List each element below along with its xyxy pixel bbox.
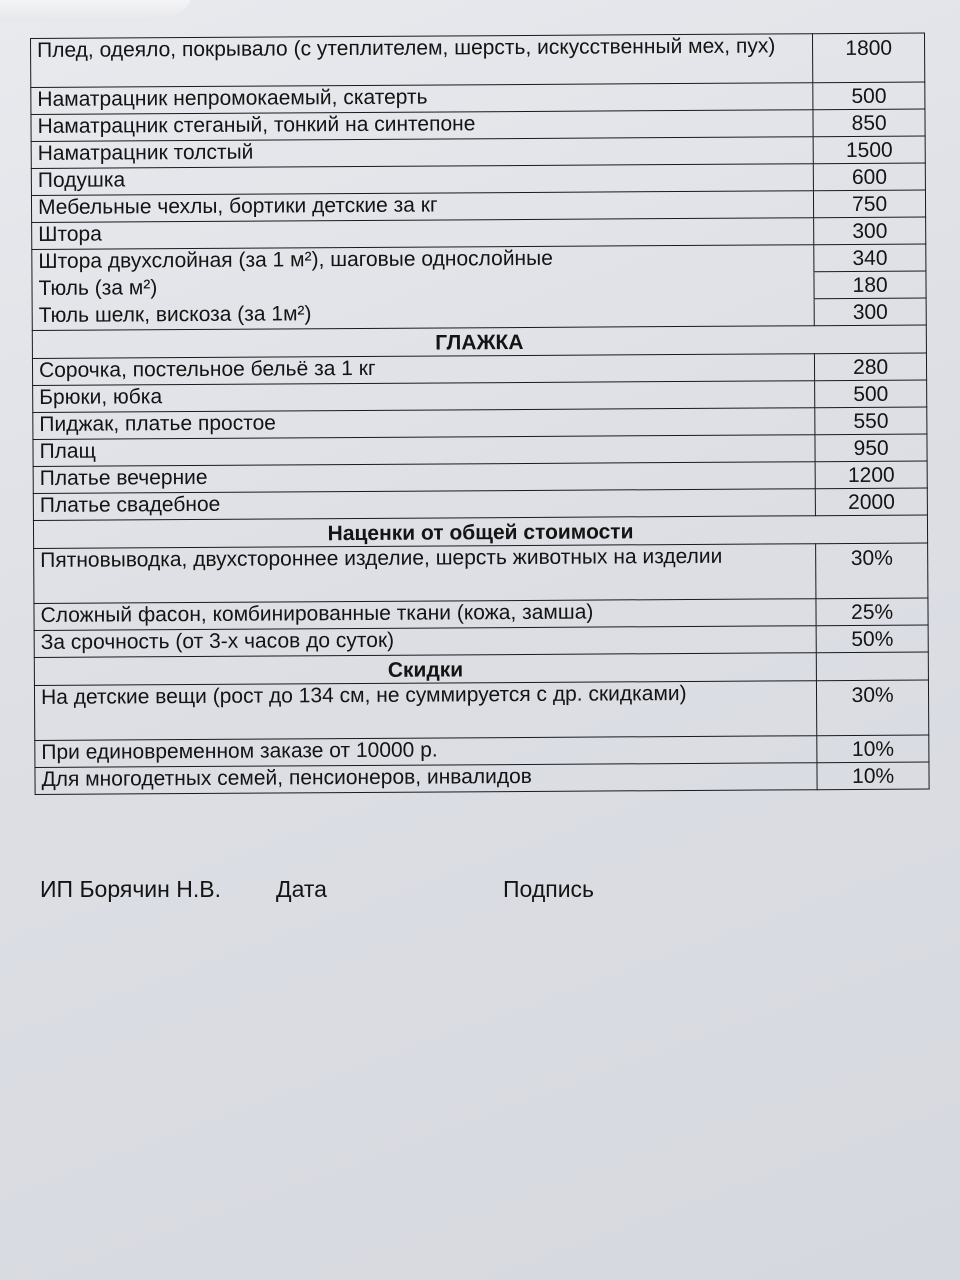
service-price: 1500 — [813, 136, 925, 164]
service-price: 25% — [816, 598, 928, 626]
service-name: На детские вещи (рост до 134 см, не суммируется с др. скидками) — [34, 681, 817, 741]
ip-name: ИП Борячин Н.В. — [40, 876, 221, 902]
paper-fold — [0, 0, 190, 22]
service-price: 30% — [816, 543, 928, 599]
service-name: Сложный фасон, комбинированные ткани (кожа, замша) — [34, 599, 816, 631]
service-price: 750 — [814, 190, 926, 218]
service-price: 600 — [814, 163, 926, 191]
service-name: Тюль (за м²) — [32, 272, 814, 304]
service-price: 500 — [815, 380, 927, 408]
service-price: 500 — [813, 82, 925, 110]
service-name: Штора двухслойная (за 1 м²), шаговые однослойные — [32, 245, 814, 277]
date-label: Дата — [276, 876, 327, 902]
service-name: Наматрацник толстый — [31, 137, 813, 169]
service-name: Штора — [32, 218, 814, 250]
table-row — [34, 543, 928, 603]
service-name: Брюки, юбка — [33, 381, 815, 413]
service-name: За срочность (от 3-х часов до суток) — [34, 626, 816, 658]
section-title: Скидки — [34, 653, 816, 686]
service-price: 180 — [814, 271, 926, 299]
service-name: Плащ — [33, 435, 815, 467]
service-price: 280 — [815, 353, 927, 381]
service-price: 850 — [813, 109, 925, 137]
service-price: 950 — [815, 434, 927, 462]
service-price: 1200 — [815, 461, 927, 489]
service-name: Пиджак, платье простое — [33, 408, 815, 440]
service-price: 50% — [816, 625, 928, 653]
signature-line — [40, 876, 740, 906]
table-row — [34, 680, 928, 740]
price-table — [30, 33, 930, 795]
service-price: 2000 — [816, 488, 928, 516]
service-name: Платье вечерние — [33, 462, 815, 494]
service-name: Платье свадебное — [33, 489, 815, 521]
service-price: 300 — [814, 298, 926, 326]
service-name: Тюль шелк, вискоза (за 1м²) — [32, 299, 814, 331]
service-price: 340 — [814, 244, 926, 272]
service-price: 10% — [817, 735, 929, 763]
service-name: Мебельные чехлы, бортики детские за кг — [31, 191, 813, 223]
price-list-sheet — [30, 33, 930, 795]
service-name: Сорочка, постельное бельё за 1 кг — [32, 354, 814, 386]
service-name: Подушка — [31, 164, 813, 196]
service-name: Наматрацник непромокаемый, скатерть — [31, 83, 813, 115]
service-price: 1800 — [813, 33, 925, 83]
signature-label: Подпись — [503, 876, 595, 902]
section-title: Наценки от общей стоимости — [33, 515, 927, 548]
section-empty-cell — [817, 652, 929, 681]
service-price: 30% — [817, 680, 929, 736]
service-price: 10% — [817, 762, 929, 790]
service-price: 550 — [815, 407, 927, 435]
service-name: Пятновыводка, двухстороннее изделие, шерсть животных на изделии — [34, 544, 817, 604]
table-row — [31, 33, 925, 87]
section-title: ГЛАЖКА — [32, 325, 926, 358]
table-row — [35, 762, 929, 794]
service-name: Плед, одеяло, покрывало (с утеплителем, шерсть, искусственный мех, пух) — [31, 34, 814, 88]
service-name: При единовременном заказе от 10000 р. — [35, 736, 817, 768]
service-name: Наматрацник стеганый, тонкий на синтепоне — [31, 110, 813, 142]
service-name: Для многодетных семей, пенсионеров, инвалидов — [35, 763, 817, 795]
service-price: 300 — [814, 217, 926, 245]
